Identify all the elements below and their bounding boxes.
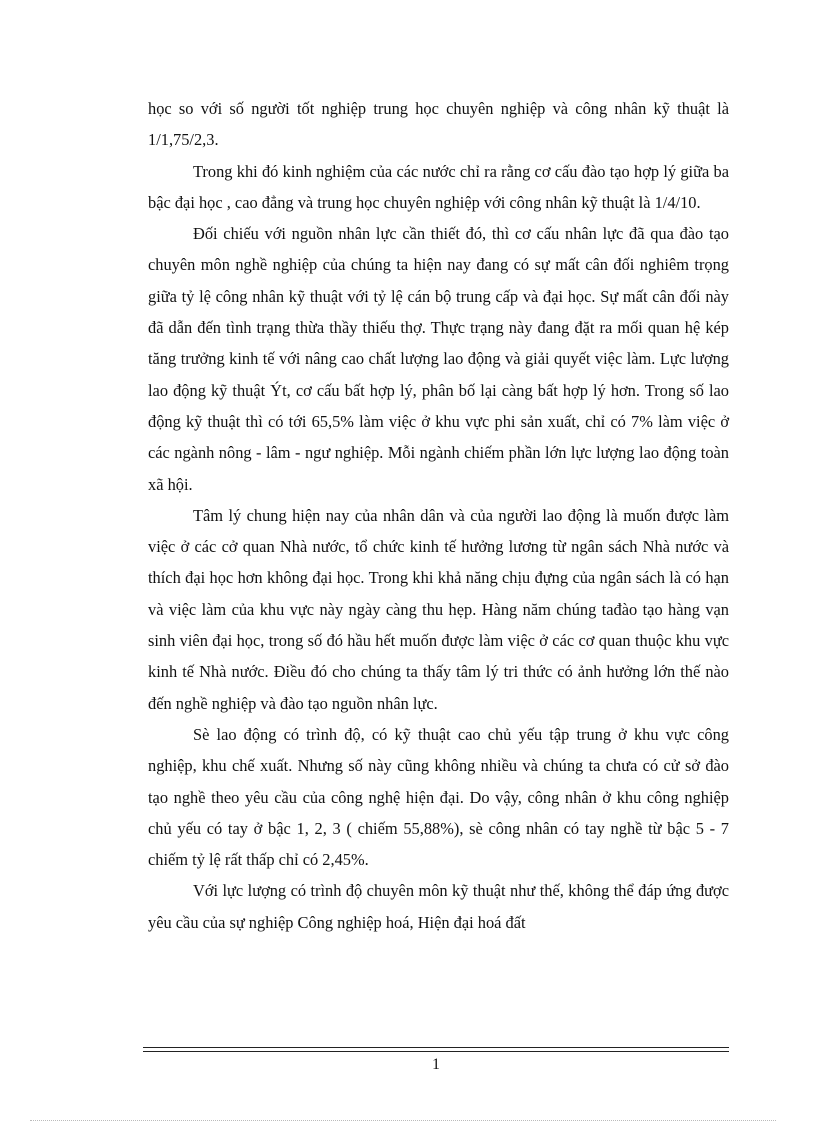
paragraph: Đối chiếu với nguồn nhân lực cần thiết đó, thì cơ cấu nhân lực đã qua đào tạo chuyên môn nghề nghiệp của chúng ta hiện nay đang có sự mất cân đối nghiêm trọng giữa tỷ lệ công nhân kỹ thuật với tỷ lệ cán bộ trung cấp và đại học. Sự mất cân đối này đã dẫn đến tình trạng thừa thầy thiếu thợ. Thực trạng này đang đặt ra mối quan hệ kép tăng trưởng kinh tế với nâng cao chất lượng lao động và giải quyết việc làm. Lực lượng lao động kỹ thuật Ýt, cơ cấu bất hợp lý, phân bố lại càng bất hợp lý hơn. Trong số lao động kỹ thuật thì có tới 65,5% làm việc ở khu vực phi sản xuất, chỉ có 7% làm việc ở các ngành nông - lâm - ngư nghiệp. Mỗi ngành chiếm phần lớn lực lượng lao động toàn xã hội. bbox=[148, 224, 729, 494]
paragraph: Tâm lý chung hiện nay của nhân dân và của người lao động là muốn được làm việc ở các cở quan Nhà nước, tổ chức kinh tế hưởng lương từ ngân sách Nhà nước và thích đại học hơn không đại học. Trong khi khả năng chịu đựng của ngân sách là có hạn và việc làm của khu vực này ngày càng thu hẹp. Hàng năm chúng tađào tạo hàng vạn sinh viên đại học, trong số đó hầu hết muốn được làm việc ở các cơ quan thuộc khu vực kinh tế Nhà nước. Điều đó cho chúng ta thấy tâm lý tri thức có ảnh hưởng lớn thế nào đến nghề nghiệp và đào tạo nguồn nhân lực. bbox=[148, 505, 729, 713]
page-body bbox=[148, 93, 729, 938]
page-edge-dotted-line bbox=[30, 1120, 776, 1121]
paragraph: học so với số người tốt nghiệp trung học chuyên nghiệp và công nhân kỹ thuật là 1/1,75/2,3. bbox=[148, 99, 729, 150]
footer-divider-bottom bbox=[143, 1051, 729, 1052]
paragraph: Trong khi đó kinh nghiệm của các nước chỉ ra rằng cơ cấu đào tạo hợp lý giữa ba bậc đại học , cao đẳng và trung học chuyên nghiệp với công nhân kỹ thuật là 1/4/10. bbox=[148, 161, 729, 212]
page-number: 1 bbox=[432, 1056, 440, 1073]
paragraph: Sè lao động có trình độ, có kỹ thuật cao chủ yếu tập trung ở khu vực công nghiệp, khu chế xuất. Nhưng số này cũng không nhiều và chúng ta chưa có cử sở đào tạo nghề theo yêu cầu của công nghệ hiện đại. Do vậy, công nhân ở khu công nghiệp chủ yếu có tay ở bậc 1, 2, 3 ( chiếm 55,88%), sè công nhân có tay nghề từ bậc 5 - 7 chiếm tỷ lệ rất thấp chỉ có 2,45%. bbox=[148, 724, 729, 870]
footer-divider-top bbox=[143, 1047, 729, 1048]
paragraph: Với lực lượng có trình độ chuyên môn kỹ thuật như thế, không thể đáp ứng được yêu cầu của sự nghiệp Công nghiệp hoá, Hiện đại hoá đất bbox=[148, 881, 729, 932]
